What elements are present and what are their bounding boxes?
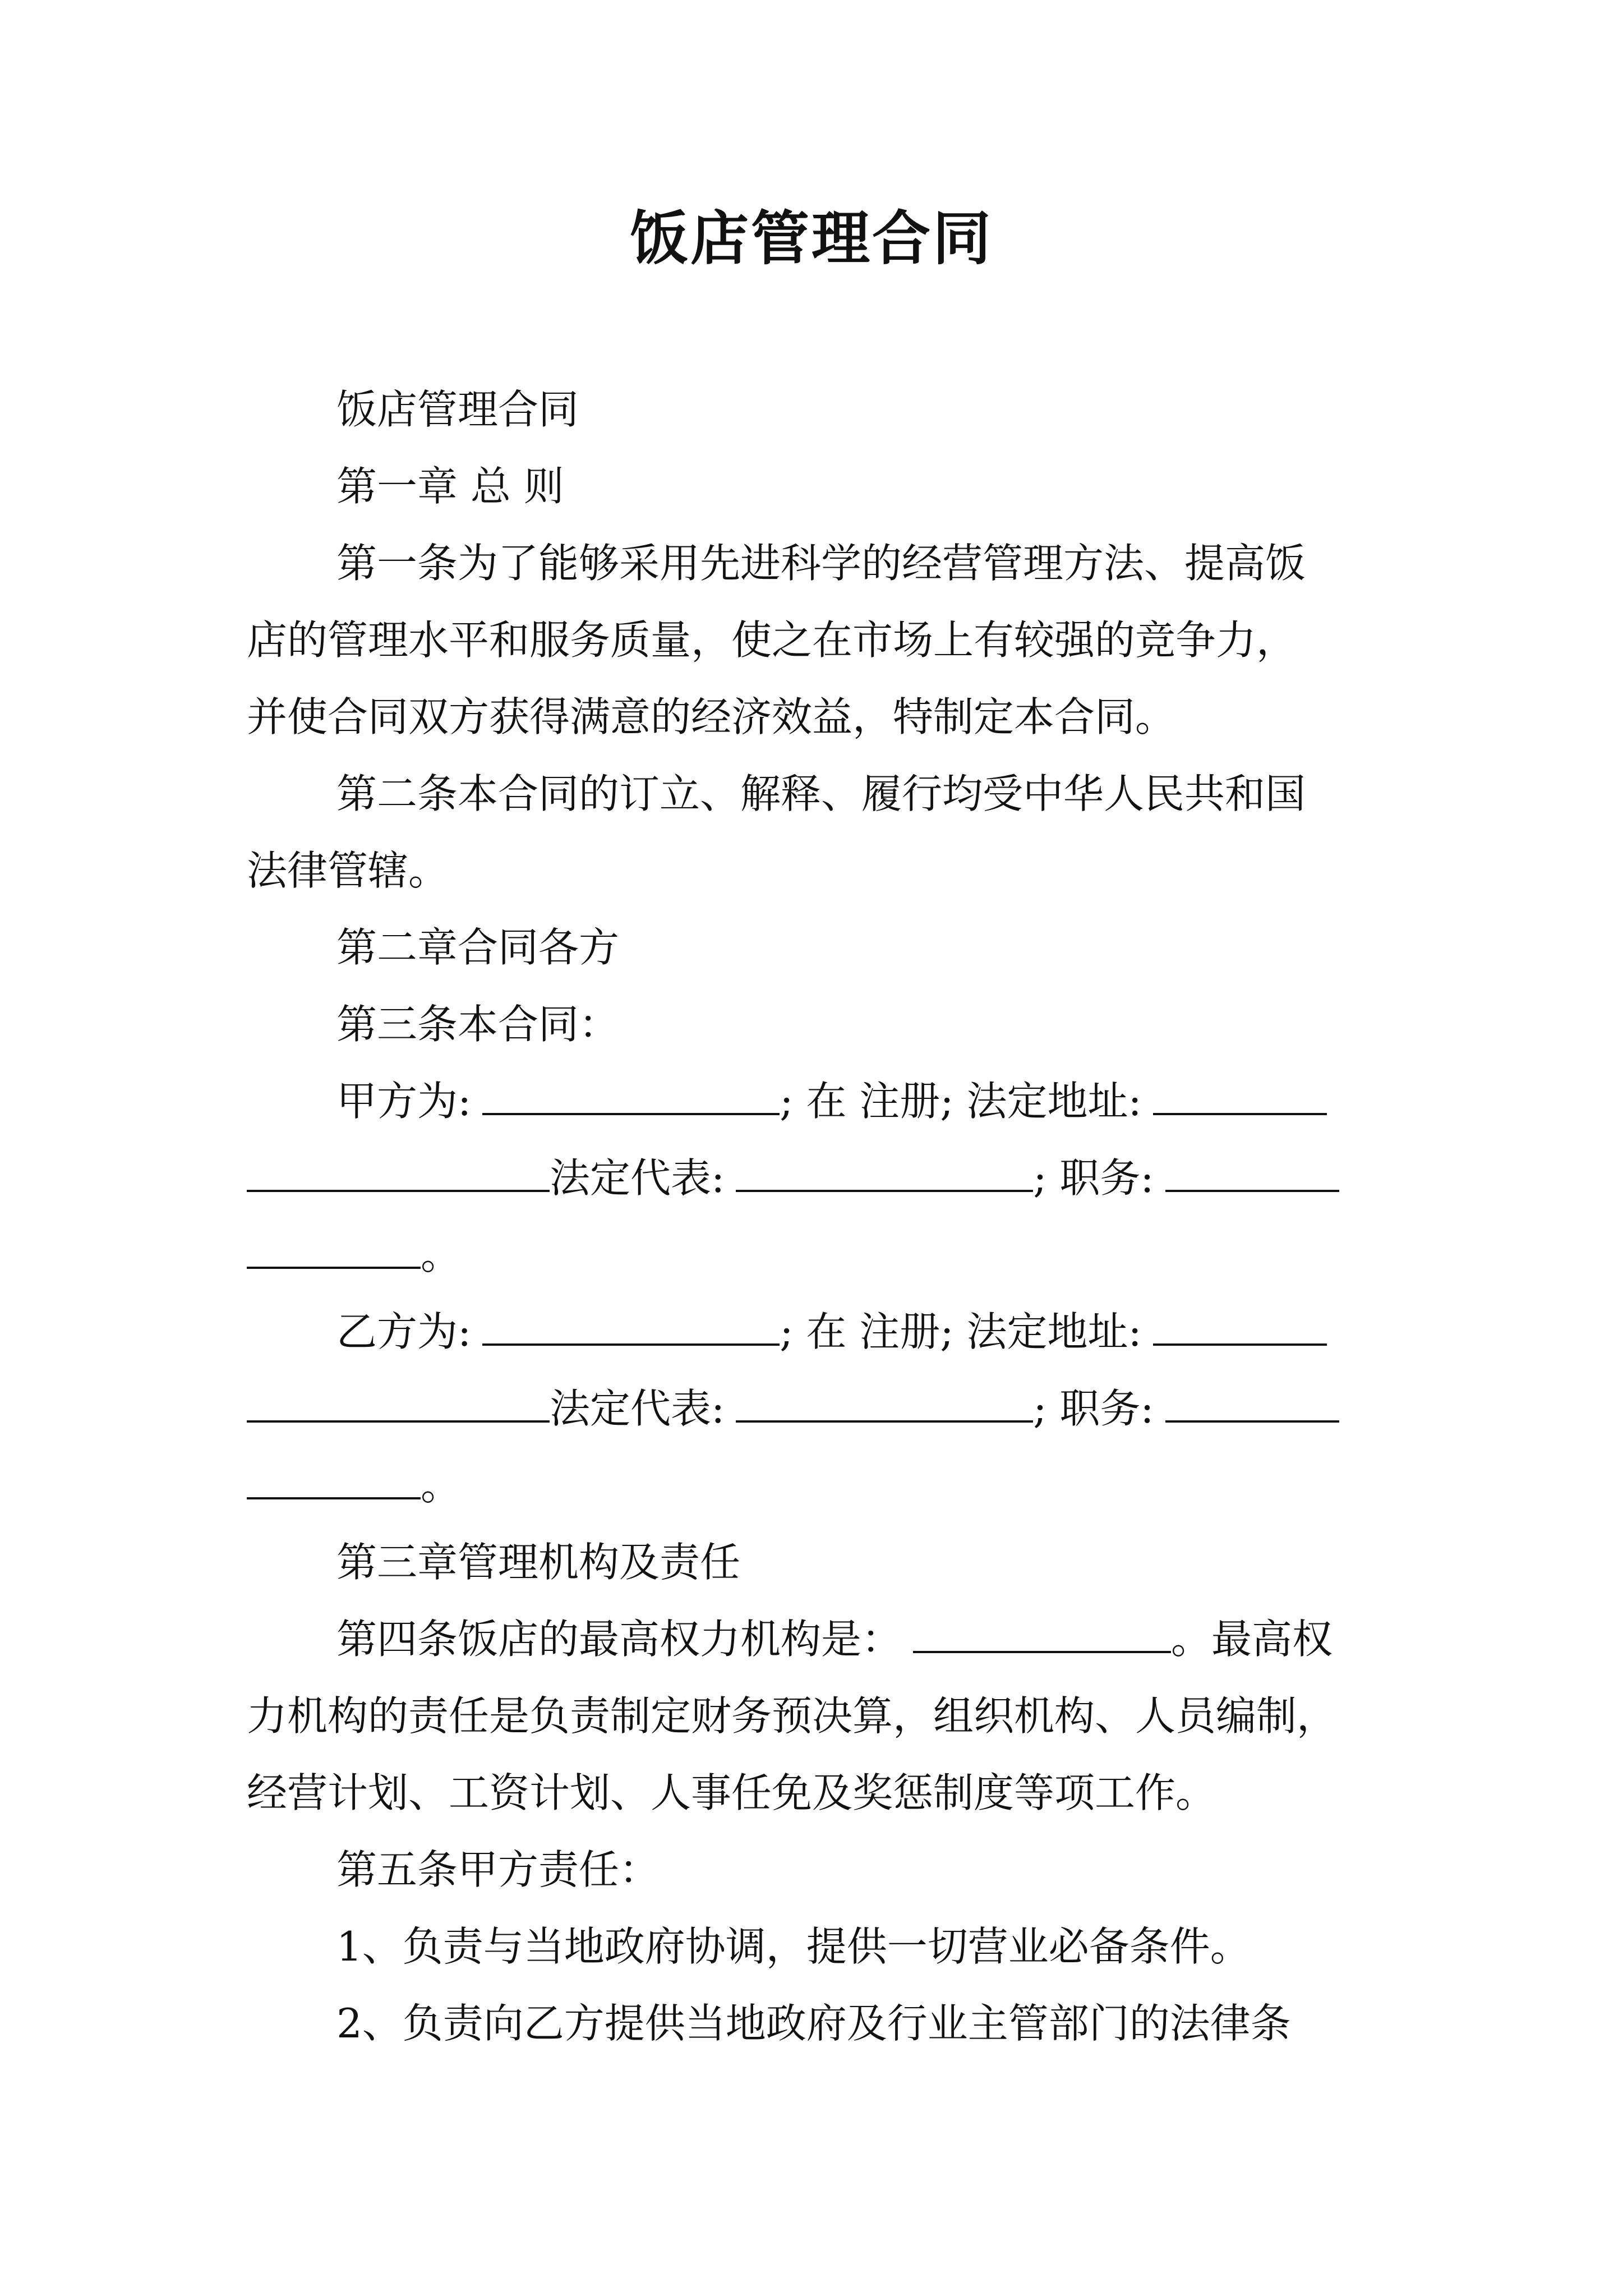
body-line: 经营计划、工资计划、人事任免及奖惩制度等项工作。 (247, 1769, 1216, 1816)
period: 。 (421, 1462, 462, 1509)
article-four-text: 第四条饭店的最高权力机构是： (336, 1616, 902, 1663)
party-a-title-label: ; 职务: (1033, 1154, 1154, 1202)
article-four-text-cont: 。最高权 (1171, 1616, 1333, 1663)
party-a-register-label: ; 在 注册; 法定地址: (780, 1078, 1142, 1125)
period: 。 (421, 1231, 462, 1278)
body-line: 力机构的责任是负责制定财务预决算，组织机构、人员编制， (247, 1692, 1338, 1740)
party-a-line (247, 1227, 461, 1283)
body-line: 第五条甲方责任： (336, 1846, 660, 1893)
body-line: 第二条本合同的订立、解释、履行均受中华人民共和国 (336, 770, 1306, 817)
party-a-title-blank[interactable] (1165, 1151, 1339, 1192)
party-a-name-blank[interactable] (482, 1074, 780, 1115)
party-b-title-blank[interactable] (1165, 1381, 1339, 1423)
party-b-line (247, 1381, 1339, 1437)
party-b-line (247, 1457, 461, 1513)
party-b-label: 乙方为: (336, 1308, 472, 1355)
party-b-address-blank[interactable] (1153, 1304, 1327, 1346)
party-a-title-blank-2[interactable] (247, 1227, 421, 1269)
chapter-heading: 第一章 总 则 (336, 463, 564, 510)
party-a-address-blank[interactable] (1153, 1074, 1327, 1115)
party-a-rep-blank[interactable] (736, 1151, 1033, 1192)
body-line: 第一条为了能够采用先进科学的经营管理方法、提高饭 (336, 540, 1306, 587)
party-b-title-label: ; 职务: (1033, 1385, 1154, 1432)
party-b-address-blank-2[interactable] (247, 1381, 550, 1423)
body-line: 第三条本合同： (336, 1001, 620, 1048)
body-line: 店的管理水平和服务质量，使之在市场上有较强的竞争力， (247, 616, 1297, 664)
body-line: 饭店管理合同 (336, 386, 579, 433)
party-b-register-label: ; 在 注册; 法定地址: (780, 1308, 1142, 1355)
body-line: 法律管辖。 (247, 847, 449, 894)
party-a-address-blank-2[interactable] (247, 1151, 550, 1192)
party-a-line (247, 1150, 1339, 1206)
chapter-heading: 第二章合同各方 (336, 924, 620, 971)
chapter-heading: 第三章管理机构及责任 (336, 1539, 741, 1586)
party-b-rep-label: 法定代表: (550, 1385, 725, 1432)
party-b-name-blank[interactable] (482, 1304, 780, 1346)
party-a-label: 甲方为: (336, 1078, 472, 1125)
body-line (336, 1611, 1332, 1667)
party-b-line (336, 1304, 1327, 1360)
party-b-rep-blank[interactable] (736, 1381, 1033, 1423)
document-title: 饭店管理合同 (629, 204, 993, 273)
party-a-rep-label: 法定代表: (550, 1154, 725, 1202)
list-item: 1、负责与当地政府协调，提供一切营业必备条件。 (336, 1923, 1251, 1970)
party-b-title-blank-2[interactable] (247, 1458, 421, 1499)
party-a-line (336, 1073, 1327, 1129)
list-item: 2、负责向乙方提供当地政府及行业主管部门的法律条 (336, 2000, 1291, 2047)
body-line: 并使合同双方获得满意的经济效益，特制定本合同。 (247, 693, 1176, 740)
authority-blank[interactable] (913, 1612, 1171, 1653)
